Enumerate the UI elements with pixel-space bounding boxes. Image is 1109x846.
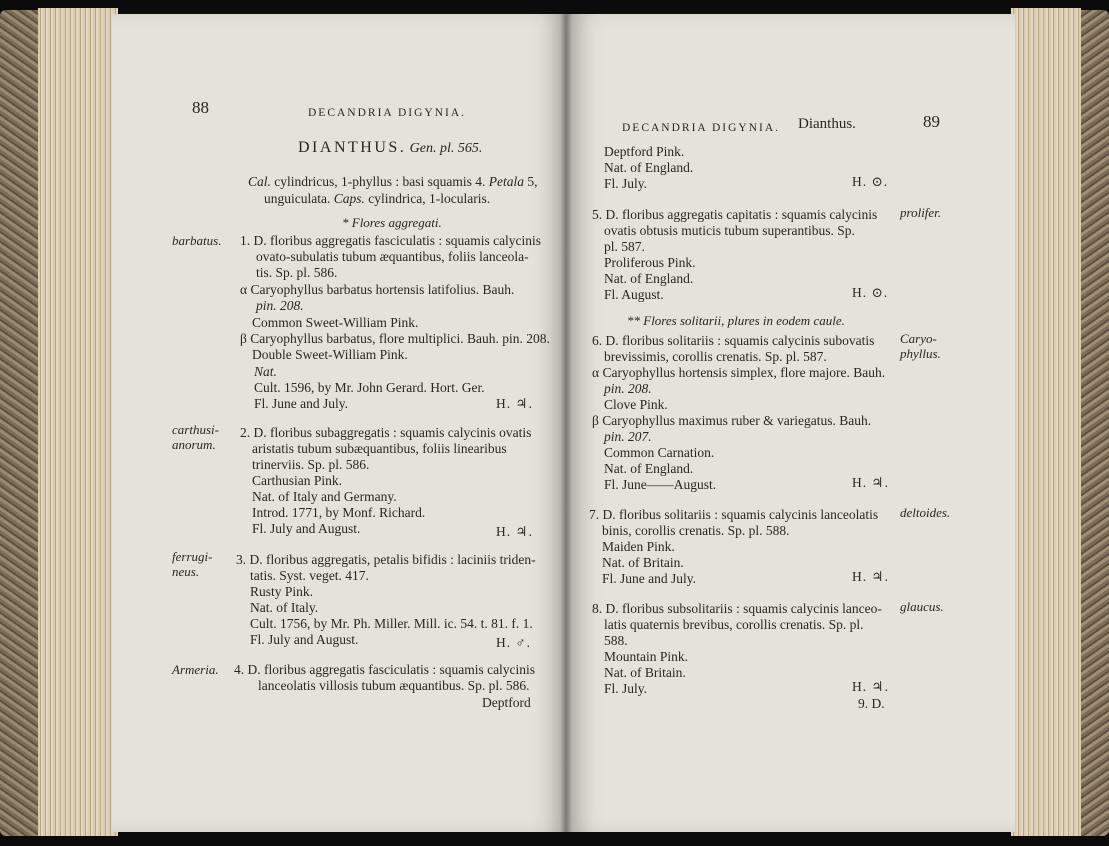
page-number: 89 (923, 112, 940, 131)
entry-line: aristatis tubum subæquantibus, foliis linearibus (252, 441, 507, 456)
hardiness: H. ♂. (496, 635, 531, 650)
entry-line: 1. D. floribus aggregatis fasciculatis : squamis calycinis (240, 233, 542, 248)
catchword: Deptford (482, 695, 531, 710)
entry-line: Nat. of Britain. (604, 665, 686, 680)
entry-line: 6. D. floribus solitariis : squamis calycinis subovatis (592, 333, 875, 348)
left-page (112, 14, 567, 832)
hardiness: H. ⊙. (852, 174, 889, 189)
right-page (567, 14, 1015, 832)
hardiness: H. ⊙. (852, 285, 889, 300)
genus-ref: Gen. pl. 565. (409, 141, 483, 156)
side-label: neus. (172, 564, 200, 579)
entry-line: 7. D. floribus solitariis : squamis calycinis lanceolatis (589, 507, 879, 522)
hardiness: H. ♃. (496, 396, 533, 411)
text: unguiculata. (264, 191, 331, 206)
page-number: 88 (192, 98, 209, 117)
hardiness: H. ♃. (852, 679, 889, 694)
entry-line: Fl. July and August. (250, 632, 359, 647)
entry-line: Common Sweet-William Pink. (252, 315, 419, 330)
entry-line: Double Sweet-William Pink. (252, 347, 408, 362)
running-head: DECANDRIA DIGYNIA. (622, 122, 781, 134)
generic-character-line (248, 174, 538, 190)
page-edges-left (38, 8, 118, 836)
text: 5, (527, 174, 538, 189)
side-label: deltoides. (900, 505, 951, 520)
entry-line: Introd. 1771, by Monf. Richard. (252, 505, 426, 520)
hardiness: H. ♃. (852, 569, 889, 584)
entry-line: lanceolatis villosis tubum æquantibus. Sp. pl. 586. (258, 678, 530, 693)
catchword: 9. D. (858, 696, 885, 711)
genus-name: DIANTHUS. (298, 139, 407, 156)
section-heading: ** Flores solitarii, plures in eodem caule. (627, 313, 845, 328)
entry-line: 5. D. floribus aggregatis capitatis : squamis calycinis (592, 207, 878, 222)
entry-line: latis quaternis brevibus, corollis crenatis. Sp. pl. (604, 617, 864, 632)
running-genus: Dianthus. (798, 116, 856, 132)
entry-line: α Caryophyllus barbatus hortensis latifolius. Bauh. (240, 282, 515, 297)
entry-line: β Caryophyllus maximus ruber & variegatus. Bauh. (592, 413, 872, 428)
book-gutter (560, 14, 572, 832)
entry-line: Carthusian Pink. (252, 473, 342, 488)
entry-line: β Caryophyllus barbatus, flore multiplici. Bauh. pin. 208. (240, 331, 550, 346)
entry-line: Nat. of England. (604, 271, 694, 286)
label-caps: Caps. (333, 191, 365, 206)
entry-line: 2. D. floribus subaggregatis : squamis calycinis ovatis (240, 425, 532, 440)
entry-line: Nat. of Italy and Germany. (252, 489, 397, 504)
side-label: phyllus. (900, 346, 941, 361)
section-heading: * Flores aggregati. (342, 215, 442, 230)
entry-line: Fl. June and July. (254, 396, 348, 411)
entry-line: Common Carnation. (604, 445, 715, 460)
entry-line: Cult. 1596, by Mr. John Gerard. Hort. Ger. (254, 380, 485, 395)
entry-line: Nat. (254, 364, 277, 379)
side-label: anorum. (172, 437, 216, 452)
entry-line: pin. 207. (604, 429, 652, 444)
side-label: barbatus. (172, 233, 222, 248)
side-label: Armeria. (172, 662, 219, 677)
entry-line: 588. (604, 633, 628, 648)
entry-line: tatis. Syst. veget. 417. (250, 568, 369, 583)
page-edges-right (1011, 8, 1081, 836)
side-label: carthusi- (172, 422, 219, 437)
entry-line: Rusty Pink. (250, 584, 314, 599)
entry-line: brevissimis, corollis crenatis. Sp. pl. 587. (604, 349, 827, 364)
label-petala: Petala (488, 174, 524, 189)
hardiness: H. ♃. (496, 524, 533, 539)
entry-line: pl. 587. (604, 239, 645, 254)
entry-line: Nat. of Britain. (602, 555, 684, 570)
side-label: ferrugi- (172, 549, 213, 564)
genus-heading (298, 140, 482, 157)
entry-line: Nat. of Italy. (250, 600, 319, 615)
entry-line: Cult. 1756, by Mr. Ph. Miller. Mill. ic. 54. t. 81. f. 1. (250, 616, 533, 631)
entry-line: 4. D. floribus aggregatis fasciculatis : squamis calycinis (234, 662, 536, 677)
entry-line: α Caryophyllus hortensis simplex, flore majore. Bauh. (592, 365, 886, 380)
running-head: DECANDRIA DIGYNIA. (308, 107, 467, 119)
entry-line: Fl. August. (604, 287, 664, 302)
label-cal: Cal. (248, 174, 271, 189)
side-label: glaucus. (900, 599, 944, 614)
entry-line: pin. 208. (256, 298, 304, 313)
side-label: prolifer. (900, 205, 942, 220)
entry-line: Proliferous Pink. (604, 255, 696, 270)
entry-line: pin. 208. (604, 381, 652, 396)
entry-line: 8. D. floribus subsolitariis : squamis calycinis lanceo- (592, 601, 882, 616)
entry-line: 3. D. floribus aggregatis, petalis bifidis : laciniis triden- (236, 552, 536, 567)
entry-line: Deptford Pink. (604, 144, 685, 159)
text: cylindrica, 1-locularis. (368, 191, 491, 206)
entry-line: Mountain Pink. (604, 649, 689, 664)
entry-line: Nat. of England. (604, 461, 694, 476)
entry-line: ovato-subulatis tubum æquantibus, foliis lanceola- (256, 249, 529, 264)
entry-line: Nat. of England. (604, 160, 694, 175)
entry-line: Fl. July. (604, 176, 648, 191)
entry-line: Fl. July and August. (252, 521, 361, 536)
hardiness: H. ♃. (852, 475, 889, 490)
entry-line: binis, corollis crenatis. Sp. pl. 588. (602, 523, 790, 538)
entry-line: Clove Pink. (604, 397, 668, 412)
entry-line: Fl. July. (604, 681, 648, 696)
generic-character-line (264, 191, 490, 207)
entry-line: tis. Sp. pl. 586. (256, 265, 338, 280)
entry-line: Fl. June——August. (604, 477, 717, 492)
entry-line: Maiden Pink. (602, 539, 675, 554)
entry-line: trinerviis. Sp. pl. 586. (252, 457, 370, 472)
text: cylindricus, 1-phyllus : basi squamis 4. (274, 174, 486, 189)
entry-line: Fl. June and July. (602, 571, 696, 586)
entry-line: ovatis obtusis muticis tubum superantibus. Sp. (604, 223, 855, 238)
side-label: Caryo- (900, 331, 937, 346)
